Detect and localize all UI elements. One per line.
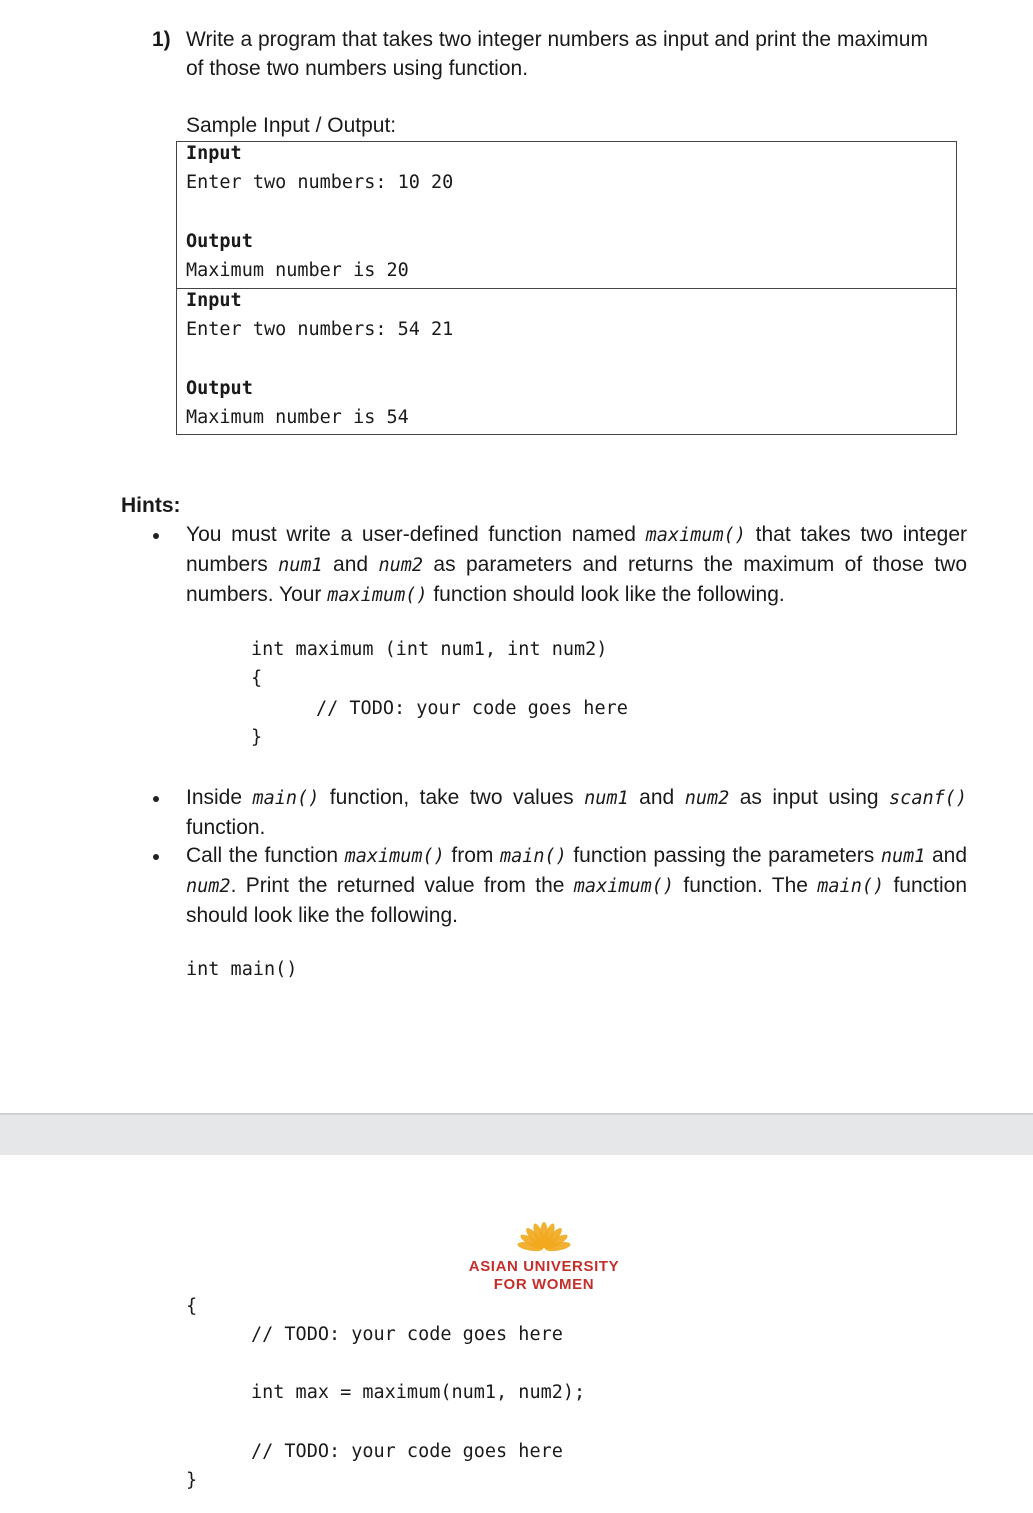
case1-output-label: Output: [186, 231, 253, 252]
page-break: [0, 1113, 1033, 1155]
code-ref: num1: [584, 788, 629, 809]
case1-input-label: Input: [186, 143, 242, 164]
bullet-icon: [153, 533, 159, 539]
code-ref: main(): [252, 788, 320, 809]
case2-output-label: Output: [186, 378, 253, 399]
code-ref: main(): [499, 846, 567, 867]
code2-todo-1: // TODO: your code goes here: [251, 1324, 563, 1345]
code1-open-brace: {: [251, 668, 263, 689]
sample-heading: Sample Input / Output:: [186, 114, 397, 137]
university-logo: [516, 1219, 572, 1255]
case2-output-text: Maximum number is 54: [186, 407, 409, 428]
code2-call-line: int max = maximum(num1, num2);: [251, 1382, 586, 1403]
logo-line-1: ASIAN UNIVERSITY: [468, 1258, 620, 1275]
code1-close-brace: }: [251, 727, 263, 748]
code-ref: maximum(): [344, 846, 445, 867]
flower-logo-icon: [516, 1219, 572, 1255]
question-line-2: of those two numbers using function.: [186, 57, 529, 80]
code-ref: num1: [278, 555, 323, 576]
bullet-icon: [153, 854, 159, 860]
code-ref: maximum(): [327, 585, 428, 606]
code-ref: main(): [817, 876, 885, 897]
case2-input-text: Enter two numbers: 54 21: [186, 319, 454, 340]
code-ref: maximum(): [573, 876, 675, 897]
logo-line-2: FOR WOMEN: [493, 1276, 595, 1293]
code2-open-brace: {: [186, 1296, 198, 1317]
question-line-1: Write a program that takes two integer numbers as input and print the maximum: [186, 28, 928, 51]
case1-output-text: Maximum number is 20: [186, 260, 409, 281]
code1-todo: // TODO: your code goes here: [316, 698, 628, 719]
code2-header: int main(): [186, 959, 298, 980]
code-ref: num2: [378, 555, 424, 576]
hint-2-text: Inside main() function, take two values num1 and num2 as input using scanf() function.: [186, 786, 968, 839]
hints-heading: Hints:: [121, 494, 181, 517]
code1-signature: int maximum (int num1, int num2): [251, 639, 608, 660]
hint-1-text: You must write a user-defined function named maximum() that takes two integer numbers num1 and num2 as parameters and returns the maximum of those two numbers. Your maximum() function should look like the following.: [186, 523, 967, 606]
code-ref: num2: [186, 876, 231, 897]
code-ref: num1: [880, 846, 926, 867]
code2-todo-2: // TODO: your code goes here: [251, 1441, 563, 1462]
case2-input-label: Input: [186, 290, 242, 311]
case1-input-text: Enter two numbers: 10 20: [186, 172, 454, 193]
code-ref: scanf(): [889, 788, 968, 809]
code-ref: num2: [684, 788, 730, 809]
hint-3-text: Call the function maximum() from main() function passing the parameters num1 and num2. Print the returned value from the maximum() function. The main() function should look like the following.: [186, 844, 968, 927]
question-number: 1): [152, 28, 171, 51]
bullet-icon: [153, 796, 159, 802]
code-ref: maximum(): [645, 525, 746, 546]
code2-close-brace: }: [186, 1470, 198, 1491]
